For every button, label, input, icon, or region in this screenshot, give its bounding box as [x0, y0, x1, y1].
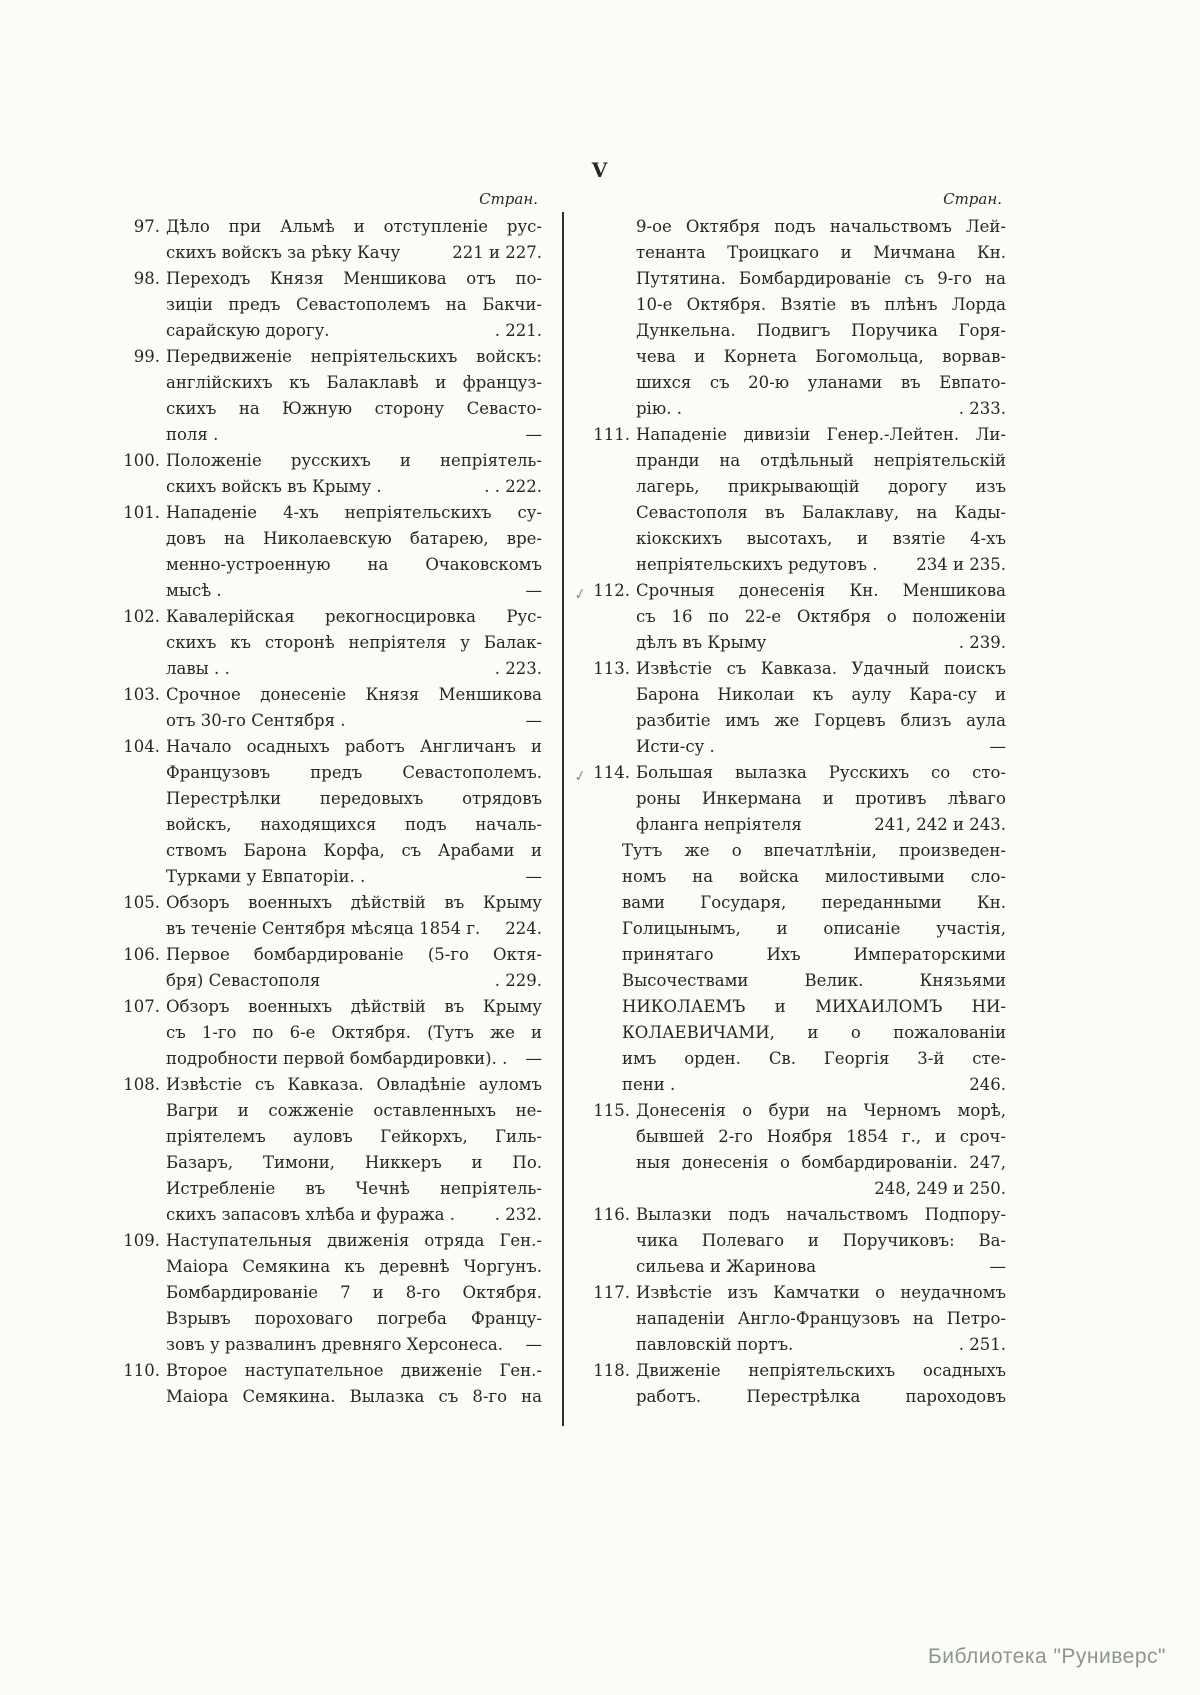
entry-line: Дункельна. Подвигъ Поручика Горя-	[636, 321, 1006, 340]
entry-last-line	[166, 916, 542, 942]
toc-entry	[592, 214, 1006, 422]
entry-page-ref: . 223.	[494, 659, 542, 678]
entry-line: 9-ое Октября подъ начальствомъ Лей-	[636, 217, 1006, 236]
entry-last-line	[166, 864, 542, 890]
entry-text: поля .	[166, 425, 219, 444]
entry-line: войскъ, находящихся подъ началь-	[166, 815, 542, 834]
entry-line: Вылазки подъ начальствомъ Подпору-	[636, 1205, 1006, 1224]
entry-line: Извѣстіе съ Кавказа. Овладѣніе ауломъ	[166, 1075, 542, 1094]
entry-line: Извѣстіе съ Кавказа. Удачный поискъ	[636, 659, 1006, 678]
entry-page-ref: . 232.	[494, 1205, 542, 1224]
entry-line: съ 1-го по 6-е Октября. (Тутъ же и	[166, 1023, 542, 1042]
entry-line: Барона Николаи къ аулу Кара-су и	[636, 685, 1006, 704]
entry-last-line	[166, 422, 542, 448]
entry-line: шихся съ 20-ю уланами въ Евпато-	[636, 373, 1006, 392]
entry-number: 115.	[593, 1101, 630, 1120]
entry-line: Дѣло при Альмѣ и отступленіе рус-	[166, 217, 542, 236]
entry-number: 112.	[593, 581, 630, 600]
entry-line: пранди на отдѣльный непріятельскій	[636, 451, 1006, 470]
entry-text: скихъ войскъ въ Крыму .	[166, 477, 382, 496]
entry-last-line	[636, 630, 1006, 656]
entry-number: 105.	[123, 893, 160, 912]
entry-line: Второе наступательное движеніе Ген.-	[166, 1361, 542, 1380]
left-column-entries	[122, 214, 542, 1410]
entry-last-line	[166, 474, 542, 500]
entry-line: Положеніе русскихъ и непріятель-	[166, 451, 542, 470]
entry-line: Высочествами Велик. Князьями	[622, 971, 1006, 990]
entry-line: чева и Корнета Богомольца, ворвав-	[636, 347, 1006, 366]
entry-line: зиціи предъ Севастополемъ на Бакчи-	[166, 295, 542, 314]
entry-number: 109.	[123, 1231, 160, 1250]
entry-line: Движеніе непріятельскихъ осадныхъ	[636, 1361, 1006, 1380]
toc-entry	[122, 344, 542, 448]
entry-line: лагерь, прикрывающій дорогу изъ	[636, 477, 1006, 496]
entry-text: въ теченіе Сентября мѣсяца 1854 г.	[166, 919, 481, 938]
entry-page-ref: 246.	[969, 1075, 1006, 1094]
entry-line: Нападеніе 4-хъ непріятельскихъ су-	[166, 503, 542, 522]
toc-entry	[122, 266, 542, 344]
toc-entry	[122, 1358, 542, 1410]
entry-line: Донесенія о бури на Черномъ морѣ,	[636, 1101, 1006, 1120]
entry-page-ref: . 251.	[958, 1335, 1006, 1354]
entry-line: Обзоръ военныхъ дѣйствій въ Крыму	[166, 997, 542, 1016]
entry-text: павловскій портъ.	[636, 1335, 794, 1354]
entry-last-line	[166, 1202, 542, 1228]
toc-entry	[122, 1228, 542, 1358]
toc-entry	[122, 1072, 542, 1228]
entry-line: ныя донесенія о бомбардированіи. 247,	[636, 1153, 1006, 1172]
entry-line: номъ на войска милостивыми сло-	[622, 867, 1006, 886]
entry-number: 107.	[123, 997, 160, 1016]
toc-entry	[572, 760, 1006, 838]
entry-line: разбитіе имъ же Горцевъ близъ аула	[636, 711, 1006, 730]
toc-entry	[592, 1280, 1006, 1358]
entry-line: Начало осадныхъ работъ Англичанъ и	[166, 737, 542, 756]
entry-page-ref: 234 и 235.	[916, 555, 1006, 574]
entry-line: пріятелемъ ауловъ Гейкорхъ, Гиль-	[166, 1127, 542, 1146]
entry-last-line	[166, 1332, 542, 1358]
entry-line: Маіора Семякина. Вылазка съ 8-го на	[166, 1387, 542, 1406]
column-divider-rule	[562, 212, 564, 1426]
entry-number: 108.	[123, 1075, 160, 1094]
toc-entry	[122, 500, 542, 604]
entry-line: Голицынымъ, и описаніе участія,	[622, 919, 1006, 938]
entry-page-ref: . . 222.	[484, 477, 542, 496]
entry-text: пени .	[622, 1075, 676, 1094]
entry-last-line	[166, 318, 542, 344]
entry-number: 110.	[123, 1361, 160, 1380]
entry-number: 100.	[123, 451, 160, 470]
toc-entry	[122, 214, 542, 266]
entry-line: Извѣстіе изъ Камчатки о неудачномъ	[636, 1283, 1006, 1302]
entry-text: лавы . .	[166, 659, 230, 678]
toc-entry	[122, 734, 542, 890]
entry-last-line	[636, 1332, 1006, 1358]
entry-last-line	[166, 578, 542, 604]
entry-line: съ 16 по 22-е Октября о положеніи	[636, 607, 1006, 626]
entry-line: менно-устроенную на Очаковскомъ	[166, 555, 542, 574]
entry-text: подробности первой бомбардировки). .	[166, 1049, 508, 1068]
entry-line: чика Полеваго и Поручиковъ: Ва-	[636, 1231, 1006, 1250]
entry-page-ref: 241, 242 и 243.	[874, 815, 1006, 834]
pencil-check-mark: ✓	[572, 765, 589, 787]
entry-last-line	[622, 1072, 1006, 1098]
entry-line: Севастополя въ Балаклаву, на Кады-	[636, 503, 1006, 522]
entry-line: Тутъ же о впечатлѣніи, произведен-	[622, 841, 1006, 860]
entry-line: тенанта Троицкаго и Мичмана Кн.	[636, 243, 1006, 262]
entry-line: Срочныя донесенія Кн. Меншикова	[636, 581, 1006, 600]
entry-line: НИКОЛАЕМЪ и МИХАИЛОМЪ НИ-	[622, 997, 1006, 1016]
entry-last-line	[636, 1176, 1006, 1202]
entry-text: бря) Севастополя	[166, 971, 321, 990]
entry-page-ref: —	[989, 737, 1006, 756]
entry-line: Вагри и сожженіе оставленныхъ не-	[166, 1101, 542, 1120]
entry-text: непріятельскихъ редутовъ .	[636, 555, 878, 574]
entry-last-line	[636, 1254, 1006, 1280]
entry-line: Передвиженіе непріятельскихъ войскъ:	[166, 347, 542, 366]
entry-line: 10-е Октября. Взятіе въ плѣнъ Лорда	[636, 295, 1006, 314]
entry-line: Большая вылазка Русскихъ со сто-	[636, 763, 1006, 782]
toc-entry	[592, 1358, 1006, 1410]
column-header-left: Стран.	[479, 190, 538, 208]
column-header-right: Стран.	[943, 190, 1002, 208]
entry-line: Наступательныя движенія отряда Ген.-	[166, 1231, 542, 1250]
entry-last-line	[166, 1046, 542, 1072]
entry-line: Базаръ, Тимони, Никкеръ и По.	[166, 1153, 542, 1172]
pencil-check-mark: ✓	[572, 583, 589, 605]
entry-number: 116.	[593, 1205, 630, 1224]
toc-entry	[592, 656, 1006, 760]
entry-line: ствомъ Барона Корфа, съ Арабами и	[166, 841, 542, 860]
toc-entry	[122, 448, 542, 500]
entry-line: Истребленіе въ Чечнѣ непріятель-	[166, 1179, 542, 1198]
toc-entry	[572, 578, 1006, 656]
entry-text: Исти-су .	[636, 737, 715, 756]
entry-page-ref: —	[525, 867, 542, 886]
entry-line: скихъ къ сторонѣ непріятеля у Балак-	[166, 633, 542, 652]
entry-text: Турками у Евпаторіи. .	[166, 867, 366, 886]
entry-number: 114.	[593, 763, 630, 782]
entry-last-line	[166, 968, 542, 994]
page-number: V	[591, 158, 609, 182]
entry-number: 102.	[123, 607, 160, 626]
entry-page-ref: 248, 249 и 250.	[874, 1179, 1006, 1198]
entry-line: довъ на Николаевскую батарею, вре-	[166, 529, 542, 548]
entry-line: Взрывъ пороховаго погреба Францу-	[166, 1309, 542, 1328]
right-column-entries	[572, 214, 1006, 1410]
entry-number: 104.	[123, 737, 160, 756]
entry-page-ref: —	[989, 1257, 1006, 1276]
entry-line: Французовъ предъ Севастополемъ.	[166, 763, 542, 782]
entry-number: 117.	[593, 1283, 630, 1302]
entry-line: роны Инкермана и противъ лѣваго	[636, 789, 1006, 808]
entry-line: имъ орден. Св. Георгія 3-й сте-	[622, 1049, 1006, 1068]
entry-line: Кавалерійская рекогносцировка Рус-	[166, 607, 542, 626]
library-watermark: Библиотека "Руниверс"	[927, 1645, 1166, 1668]
entry-line: Первое бомбардированіе (5-го Октя-	[166, 945, 542, 964]
entry-text: фланга непріятеля	[636, 815, 802, 834]
entry-line: Перестрѣлки передовыхъ отрядовъ	[166, 789, 542, 808]
toc-entry	[122, 682, 542, 734]
toc-entry	[122, 942, 542, 994]
entry-page-ref: 224.	[505, 919, 542, 938]
entry-line: Переходъ Князя Меншикова отъ по-	[166, 269, 542, 288]
entry-last-line	[636, 396, 1006, 422]
entry-text: мысѣ .	[166, 581, 222, 600]
toc-column-left	[122, 190, 542, 1410]
entry-last-line	[166, 708, 542, 734]
entry-line: бывшей 2-го Ноября 1854 г., и сроч-	[636, 1127, 1006, 1146]
toc-entry	[592, 422, 1006, 578]
entry-line: Путятина. Бомбардированіе съ 9-го на	[636, 269, 1006, 288]
entry-text: рію. .	[636, 399, 682, 418]
entry-text: дѣлъ въ Крыму	[636, 633, 767, 652]
entry-page-ref: —	[525, 1049, 542, 1068]
entry-text: сарайскую дорогу.	[166, 321, 330, 340]
entry-line: Обзоръ военныхъ дѣйствій въ Крыму	[166, 893, 542, 912]
entry-line: Маіора Семякина къ деревнѣ Чоргунъ.	[166, 1257, 542, 1276]
entry-line: вами Государя, переданными Кн.	[622, 893, 1006, 912]
toc-entry	[122, 994, 542, 1072]
entry-page-ref: —	[525, 711, 542, 730]
entry-line: Бомбардированіе 7 и 8-го Октября.	[166, 1283, 542, 1302]
toc-entry	[122, 604, 542, 682]
entry-last-line	[636, 552, 1006, 578]
entry-page-ref: . 229.	[494, 971, 542, 990]
entry-text: скихъ запасовъ хлѣба и фуража .	[166, 1205, 455, 1224]
entry-line: Нападеніе дивизіи Генер.-Лейтен. Ли-	[636, 425, 1006, 444]
entry-line: принятаго Ихъ Императорскими	[622, 945, 1006, 964]
entry-page-ref: . 221.	[494, 321, 542, 340]
entry-page-ref: . 239.	[958, 633, 1006, 652]
toc-column-right	[572, 190, 1006, 1410]
toc-entry	[592, 1098, 1006, 1202]
entry-text: скихъ войскъ за рѣку Качу	[166, 243, 401, 262]
toc-entry	[122, 890, 542, 942]
entry-line: англійскихъ къ Балаклавѣ и француз-	[166, 373, 542, 392]
entry-number: 113.	[593, 659, 630, 678]
entry-page-ref: 221 и 227.	[452, 243, 542, 262]
entry-line: скихъ на Южную сторону Севасто-	[166, 399, 542, 418]
entry-number: 98.	[133, 269, 160, 288]
entry-number: 106.	[123, 945, 160, 964]
entry-number: 118.	[593, 1361, 630, 1380]
toc-entry	[592, 1202, 1006, 1280]
entry-line: работъ. Перестрѣлка пароходовъ	[636, 1387, 1006, 1406]
entry-line: нападеніи Англо-Французовъ на Петро-	[636, 1309, 1006, 1328]
entry-page-ref: . 233.	[958, 399, 1006, 418]
entry-last-line	[636, 734, 1006, 760]
entry-number: 101.	[123, 503, 160, 522]
entry-number: 99.	[133, 347, 160, 366]
entry-number: 97.	[133, 217, 160, 236]
toc-entry	[592, 838, 1006, 1098]
entry-page-ref: —	[525, 1335, 542, 1354]
entry-number: 111.	[593, 425, 630, 444]
entry-text: отъ 30-го Сентября .	[166, 711, 346, 730]
entry-text: сильева и Жаринова	[636, 1257, 817, 1276]
entry-page-ref: —	[525, 425, 542, 444]
entry-page-ref: —	[525, 581, 542, 600]
entry-line: КОЛАЕВИЧАМИ, и о пожалованіи	[622, 1023, 1006, 1042]
entry-line: кіокскихъ высотахъ, и взятіе 4-хъ	[636, 529, 1006, 548]
entry-line: Срочное донесеніе Князя Меншикова	[166, 685, 542, 704]
entry-last-line	[636, 812, 1006, 838]
entry-text: зовъ у развалинъ древняго Херсонеса.	[166, 1335, 504, 1354]
entry-last-line	[166, 656, 542, 682]
entry-last-line	[166, 240, 542, 266]
entry-number: 103.	[123, 685, 160, 704]
